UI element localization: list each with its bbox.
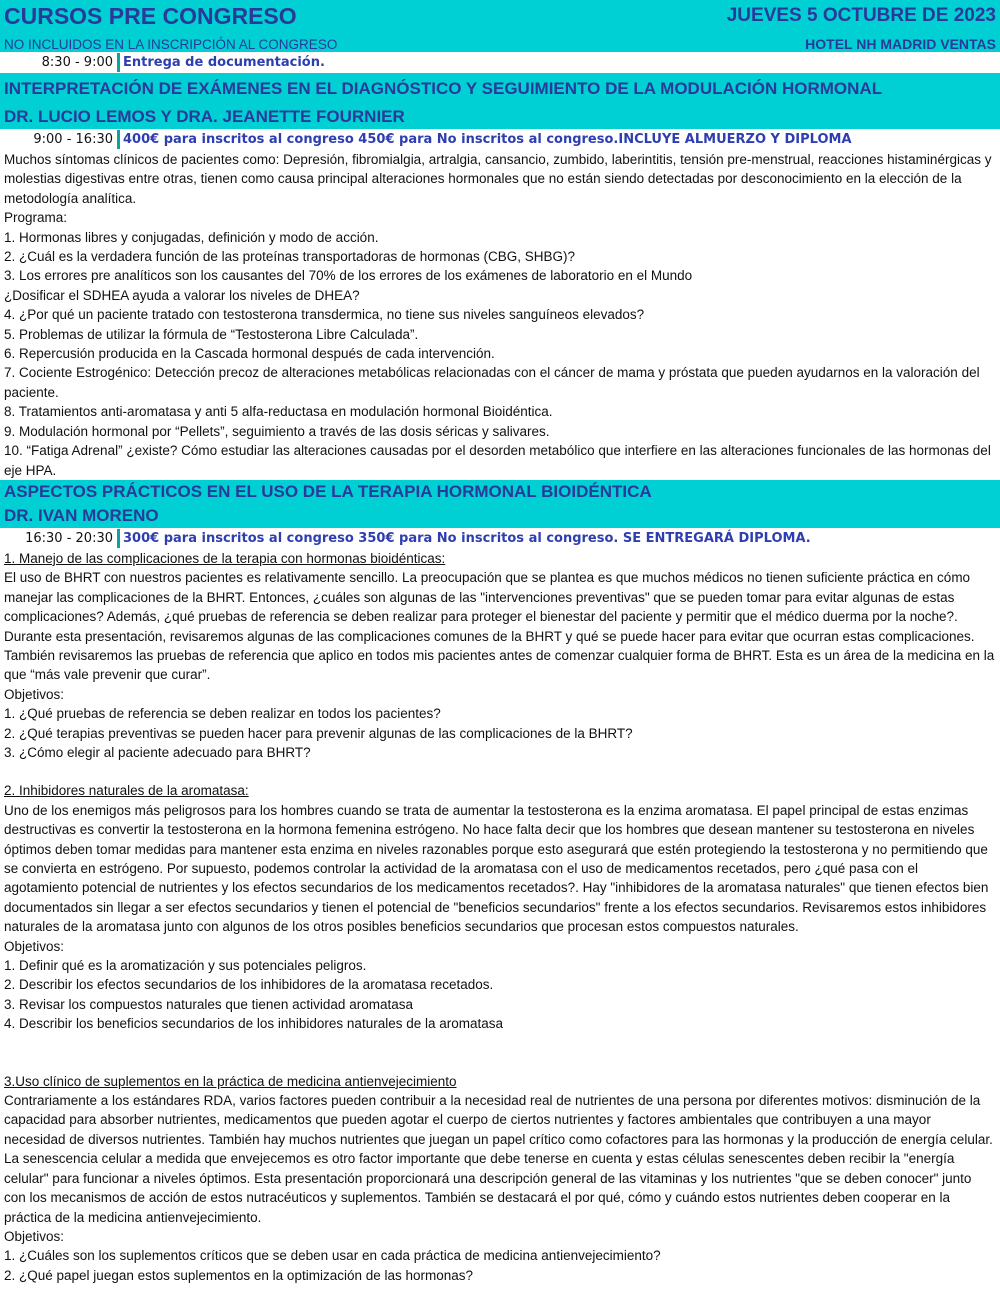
course1-time: 9:00 - 16:30 [33,132,113,147]
program-item: 4. ¿Por qué un paciente tratado con testosterona transdermica, no tiene sus niveles sanguíneos elevados? [4,307,645,323]
program-item: 8. Tratamientos anti-aromatasa y anti 5 alfa-reductasa en modulación hormonal Bioidéntica. [4,404,553,420]
objectives-label: Objetivos: [4,686,65,702]
header-band [0,0,1000,52]
objective-item: 2. ¿Qué papel juegan estos suplementos en la optimización de las hormonas? [4,1267,474,1283]
course1-title: INTERPRETACIÓN DE EXÁMENES EN EL DIAGNÓSTICO Y SEGUIMIENTO DE LA MODULACIÓN HORMONAL [0,73,1000,105]
course2-content [0,549,1000,1285]
spacer [4,762,996,781]
registration-text: Entrega de documentación. [123,55,325,70]
program-item: 3. Los errores pre analíticos son los causantes del 70% de los errores de los exámenes de laboratorio en el Mundo [4,268,693,284]
objectives-label: Objetivos: [4,938,65,954]
course1-speakers: DR. LUCIO LEMOS Y DRA. JEANETTE FOURNIER [0,105,1000,129]
event-date: JUEVES 5 OCTUBRE DE 2023 [726,5,996,26]
program-item: 2. ¿Cuál es la verdadera función de las proteínas transportadoras de hormonas (CBG, SHBG)? [4,249,576,265]
objectives-label: Objetivos: [4,1228,65,1244]
objective-item: 1. ¿Qué pruebas de referencia se deben realizar en todos los pacientes? [4,706,441,722]
topic2-body: Uno de los enemigos más peligrosos para los hombres cuando se trata de aumentar la testosterona es la enzima aromatasa. El papel principal de estas enzimas destructivas es convertir la testosterona en la hormona femenina estrógeno. No hace falta decir que los hombres que desean mantener su testosterona en niveles óptimos deben tomar medidas para mantener esta enzima en niveles razonables porque esto asegurará que estén protegiendo la testosterona y no permitiendo que se convierta en estrógeno. Por supuesto, podemos controlar la actividad de la aromatasa con el uso de medicamentos recetados, pero ¿qué pasa con el agotamiento potencial de nutrientes y los efectos secundarios de los medicamentos recetados?. Hay "inhibidores de la aromatasa naturales" que tienen efectos bien documentados sin llegar a ser efectos secundarios y tienen el potencial de "beneficios secundarios" frente a los efectos secundarios. Revisaremos estos inhibidores naturales de la aromatasa junto con algunos de los otros posibles beneficios secundarios que procesan estos compuestos naturales. [4,802,989,935]
page-subtitle: NO INCLUIDOS EN LA INSCRIPCIÓN AL CONGRESO [4,37,338,52]
objective-item: 1. Definir qué es la aromatización y sus potenciales peligros. [4,958,367,974]
program-item: 10. “Fatiga Adrenal” ¿existe? Cómo estudiar las alteraciones causadas por el desorden metabólico que interfiere en las alteraciones funcionales de las hormonas del eje HPA. [4,443,991,478]
page-title: CURSOS PRE CONGRESO [4,3,297,29]
objective-item: 3. ¿Cómo elegir al paciente adecuado para BHRT? [4,744,311,760]
course2-speakers: DR. IVAN MORENO [0,504,1000,528]
topic3-heading: 3.Uso clínico de suplementos en la práctica de medicina antienvejecimiento [4,1073,457,1089]
course2-time-row [0,528,1000,549]
objective-item: 2. ¿Qué terapias preventivas se pueden hacer para prevenir algunas de las complicaciones de la BHRT? [4,725,633,741]
venue: HOTEL NH MADRID VENTAS [805,36,996,52]
topic1-heading: 1. Manejo de las complicaciones de la terapia con hormonas bioidénticas: [4,550,446,566]
course2-time: 16:30 - 20:30 [25,530,113,546]
program-label: Programa: [4,210,68,226]
program-item: 1. Hormonas libres y conjugadas, definición y modo de acción. [4,229,379,245]
topic3-body: Contrariamente a los estándares RDA, varios factores pueden contribuir a la necesidad real de nutrientes de una persona por diferentes motivos: disminución de la capacidad para absorber nutrientes, medicamentos que pueden agotar el cuerpo de ciertos nutrientes y factores ambientales que contribuyen a una mayor necesidad de diversos nutrientes. También hay muchos nutrientes que juegan un papel crítico como cofactores para las hormonas y la producción de energía celular. La senescencia celular a medida que envejecemos es otro factor importante que debe tenerse en cuenta y estas células senescentes deben recibir la "energía celular" para funcionar a niveles óptimos. Esta presentación proporcionará una descripción general de las vitaminas y los nutrientes "que se deben conocer" junto con los mecanismos de acción de estos nutracéuticos y suplementos. También se destacará el por qué, cómo y cuándo estos nutrientes deben cooperar en la práctica de la medicina antienvejecimiento. [4,1093,993,1225]
program-item: 7. Cociente Estrogénico: Detección precoz de alteraciones metabólicas relacionadas con el cáncer de mama y próstata que pueden ayudarnos en la valoración del paciente. [4,365,980,400]
course2-price: 300€ para inscritos al congreso 350€ para No inscritos al congreso. SE ENTREGARÁ DIPLOMA. [123,530,811,546]
course1-price: 400€ para inscritos al congreso 450€ para No inscritos al congreso.INCLUYE ALMUERZO Y DIPLOMA [123,132,852,147]
objective-item: 4. Describir los beneficios secundarios de los inhibidores naturales de la aromatasa [4,1016,504,1032]
program-item: 9. Modulación hormonal por “Pellets”, seguimiento a través de las dosis séricas y salivares. [4,423,550,439]
program-item: 6. Repercusión producida en la Cascada hormonal después de cada intervención. [4,346,495,362]
objective-item: 2. Describir los efectos secundarios de los inhibidores de la aromatasa recetados. [4,977,494,993]
topic1-body: El uso de BHRT con nuestros pacientes es relativamente sencillo. La preocupación que se plantea es que muchos médicos no tienen suficiente práctica en cómo manejar las complicaciones de la BHRT. Entonces, ¿cuáles son algunas de las "intervenciones preventivas" que se pueden tomar para evitar algunas de estas complicaciones? Además, ¿qué pruebas de referencia se deben realizar para proteger el bienestar del paciente y permitir que el médico duerma por la noche?. Durante esta presentación, revisaremos algunas de las complicaciones comunes de la BHRT y qué se puede hacer para evitar que ocurran estas complicaciones. También revisaremos las pruebas de referencia que aplico en todos mis pacientes antes de comenzar cualquier forma de BHRT. Esta es un área de la medicina en la que “más vale prevenir que curar”. [4,570,995,683]
registration-row [0,52,1000,73]
objective-item: 3. Revisar los compuestos naturales que tienen actividad aromatasa [4,996,413,1012]
spacer [4,1034,996,1072]
course2-title: ASPECTOS PRÁCTICOS EN EL USO DE LA TERAPIA HORMONAL BIOIDÉNTICA [0,480,1000,504]
topic2-heading: 2. Inhibidores naturales de la aromatasa: [4,783,249,799]
course1-content [0,150,1000,480]
objective-item: 1. ¿Cuáles son los suplementos críticos que se deben usar en cada práctica de medicina antienvejecimiento? [4,1248,661,1264]
program-item: ¿Dosificar el SDHEA ayuda a valorar los niveles de DHEA? [4,287,360,303]
program-item: 5. Problemas de utilizar la fórmula de “Testosterona Libre Calculada”. [4,326,419,342]
registration-time: 8:30 - 9:00 [41,55,113,70]
course1-time-row [0,129,1000,150]
course1-intro: Muchos síntomas clínicos de pacientes como: Depresión, fibromialgia, artralgia, cansancio, zumbido, laberintitis, tensión pre-menstrual, reacciones histaminérgicas y molestias digestivas entre otras, tienen como causa principal alteraciones hormonales que no están siendo detectadas por desconocimiento en la elección de la metodología analítica. [4,152,992,206]
